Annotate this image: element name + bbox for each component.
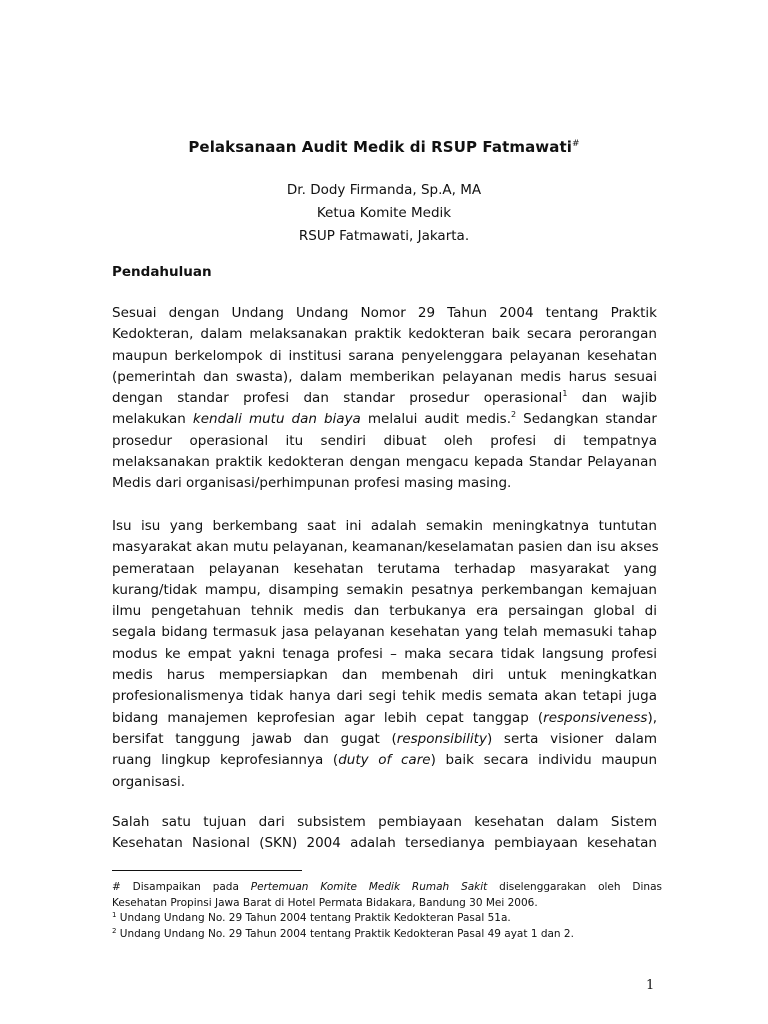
emphasis-text: kendali mutu dan biaya	[192, 411, 361, 428]
footnotes	[112, 880, 662, 942]
paragraph-line: Medis dari organisasi/perhimpunan profesi masing masing.	[112, 475, 512, 492]
paragraph-line: Kesehatan Nasional (SKN) 2004 adalah tersedianya pembiayaan kesehatan	[112, 835, 657, 852]
title-text: Pelaksanaan Audit Medik di RSUP Fatmawati	[188, 138, 572, 156]
footnote-emphasis: Pertemuan Komite Medik Rumah Sakit	[250, 881, 488, 893]
paragraph-line: (pemerintah dan swasta), dalam memberikan pelayanan medis harus sesuai	[112, 368, 657, 385]
paragraph-line: profesionalismenya tidak hanya dari segi tehik medis semata akan tetapi juga	[112, 688, 657, 705]
emphasis-text: responsiveness	[543, 709, 648, 726]
paragraph-line: pemerataan pelayanan kesehatan terutama terhadap masyarakat yang	[112, 560, 657, 577]
footnote-hash	[112, 880, 662, 896]
paragraph-line: Salah satu tujuan dari subsistem pembiayaan kesehatan dalam Sistem	[112, 814, 657, 830]
footnote-text: Undang Undang No. 29 Tahun 2004 tentang Praktik Kedokteran Pasal 49 ayat 1 dan 2.	[116, 927, 574, 940]
title-footnote-mark: #	[572, 139, 580, 149]
paragraph-1	[112, 303, 657, 495]
paragraph-line: segala bidang termasuk jasa pelayanan kesehatan yang telah memasuki tahap	[112, 624, 657, 641]
paragraph-line	[112, 729, 657, 750]
paragraph-line: medis harus mempersiapkan dan membenah diri untuk meningkatkan	[112, 667, 657, 684]
paragraph-3	[112, 812, 657, 855]
line-text: bidang manajemen keprofesian agar lebih cepat tanggap (	[112, 709, 544, 726]
paragraph-line: ilmu pengetahuan tehnik medis dan terbukanya era persaingan global di	[112, 603, 657, 620]
document-title	[0, 138, 768, 156]
footnote-ref: 1	[562, 389, 568, 399]
section-heading: Pendahuluan	[112, 264, 212, 280]
footnote-text: # Disampaikan pada	[112, 881, 251, 893]
footnote-1	[112, 911, 662, 927]
line-text: ) serta visioner dalam	[486, 730, 657, 747]
author-position: Ketua Komite Medik	[316, 205, 452, 221]
line-text: melakukan	[112, 411, 193, 428]
paragraph-line: maupun berkelompok di institusi sarana penyelenggara pelayanan kesehatan	[112, 347, 657, 364]
line-text: ) baik secara individu maupun	[430, 752, 657, 769]
paragraph-line: prosedur operasional itu sendiri dibuat oleh profesi di tempatnya	[112, 432, 657, 449]
line-text: melalui audit medis.	[360, 411, 512, 428]
paragraph-line: melaksanakan praktik kedokteran dengan mengacu kepada Standar Pelayanan	[112, 454, 657, 471]
footnote-hash-line-2: Kesehatan Propinsi Jawa Barat di Hotel Permata Bidakara, Bandung 30 Mei 2006.	[112, 896, 538, 909]
paragraph-line: modus ke empat yakni tenaga profesi – maka secara tidak langsung profesi	[112, 645, 657, 662]
paragraph-line: Isu isu yang berkembang saat ini adalah semakin meningkatnya tuntutan	[112, 518, 657, 534]
emphasis-text: duty of care	[338, 752, 431, 769]
line-text: dengan standar profesi dan standar prosedur operasional	[112, 390, 563, 407]
line-text: Sedangkan standar	[516, 411, 657, 428]
line-text: ruang lingkup keprofesiannya (	[112, 752, 339, 769]
line-text: ),	[647, 709, 657, 726]
paragraph-line: kurang/tidak mampu, disamping semakin pesatnya perkembangan kemajuan	[112, 581, 657, 598]
footnote-text: Undang Undang No. 29 Tahun 2004 tentang Praktik Kedokteran Pasal 51a.	[116, 912, 511, 924]
footnote-divider	[112, 870, 302, 871]
paragraph-line: Kedokteran, dalam melaksanakan praktik kedokteran baik secara perorangan	[112, 326, 657, 343]
author-name: Dr. Dody Firmanda, Sp.A, MA	[286, 182, 482, 198]
line-text: bersifat tanggung jawab dan gugat (	[112, 730, 397, 747]
paragraph-line	[112, 750, 657, 771]
paragraph-line	[112, 409, 657, 430]
author-institution: RSUP Fatmawati, Jakarta.	[298, 228, 470, 244]
emphasis-text: responsibility	[396, 730, 487, 747]
footnote-text: diselenggarakan oleh Dinas	[487, 881, 662, 893]
page-number: 1	[646, 978, 655, 993]
line-text: dan wajib	[567, 390, 657, 407]
footnote-ref: 2	[511, 410, 517, 420]
paragraph-2	[112, 516, 657, 793]
paragraph-line: masyarakat akan mutu pelayanan, keamanan/keselamatan pasien dan isu akses	[112, 539, 659, 556]
footnote-mark: 2	[112, 926, 117, 935]
paragraph-line	[112, 708, 657, 729]
footnote-2	[112, 927, 662, 943]
footnote-mark: 1	[112, 911, 117, 919]
paragraph-line	[112, 388, 657, 409]
paragraph-line: Sesuai dengan Undang Undang Nomor 29 Tahun 2004 tentang Praktik	[112, 305, 657, 321]
paragraph-line: organisasi.	[112, 773, 186, 790]
